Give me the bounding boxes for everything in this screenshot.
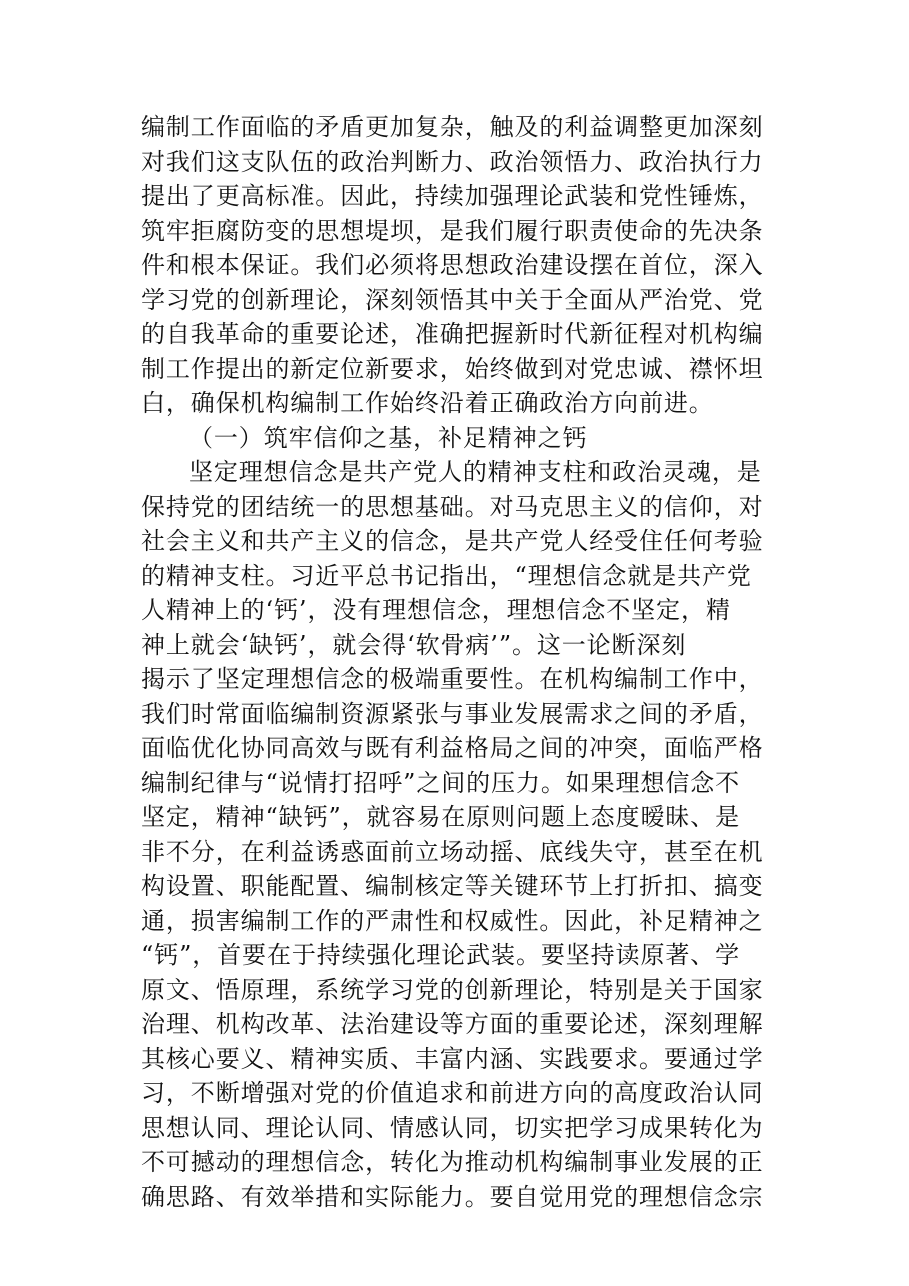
text-line: 我们时常面临编制资源紧张与事业发展需求之间的矛盾， bbox=[141, 699, 764, 728]
section-heading: （一）筑牢信仰之基，补足精神之钙 bbox=[189, 423, 588, 452]
text-line: 习，不断增强对党的价值追求和前进方向的高度政治认同 bbox=[141, 1079, 764, 1107]
text-line: 的精神支柱。习近平总书记指出，“理想信念就是共产党 bbox=[141, 561, 752, 590]
text-line: 保持党的团结统一的思想基础。对马克思主义的信仰，对 bbox=[141, 492, 764, 521]
text-line: 思想认同、理论认同、情感认同，切实把学习成果转化为 bbox=[141, 1113, 764, 1142]
text-line: 通，损害编制工作的严肃性和权威性。因此，补足精神之 bbox=[141, 906, 764, 935]
text-line: 提出了更高标准。因此，持续加强理论武装和党性锤炼， bbox=[141, 182, 764, 210]
text-line: 白，确保机构编制工作始终沿着正确政治方向前进。 bbox=[141, 389, 714, 417]
text-line: 揭示了坚定理想信念的极端重要性。在机构编制工作中， bbox=[141, 665, 764, 693]
text-line: 人精神上的‘钙’，没有理想信念，理想信念不坚定，精 bbox=[141, 596, 731, 624]
text-line: 编制工作面临的矛盾更加复杂，触及的利益调整更加深刻 bbox=[141, 113, 764, 141]
text-line: 社会主义和共产主义的信念，是共产党人经受住任何考验 bbox=[141, 527, 764, 555]
text-line: 神上就会‘缺钙’，就会得‘软骨病’”。这一论断深刻 bbox=[141, 630, 687, 659]
text-line: 坚定，精神“缺钙”，就容易在原则问题上态度暧昧、是 bbox=[141, 803, 741, 831]
text-line: 坚定理想信念是共产党人的精神支柱和政治灵魂，是 bbox=[189, 458, 762, 486]
text-line: 件和根本保证。我们必须将思想政治建设摆在首位，深入 bbox=[141, 251, 764, 279]
text-line: 的自我革命的重要论述，准确把握新时代新征程对机构编 bbox=[141, 320, 764, 348]
paragraph-2 bbox=[141, 455, 781, 1214]
paragraph-1 bbox=[141, 110, 781, 421]
text-line: 面临优化协同高效与既有利益格局之间的冲突，面临严格 bbox=[141, 734, 764, 762]
document-body bbox=[141, 110, 781, 1214]
text-line: 确思路、有效举措和实际能力。要自觉用党的理想信念宗 bbox=[141, 1182, 764, 1211]
text-line: 其核心要义、精神实质、丰富内涵、实践要求。要通过学 bbox=[141, 1044, 764, 1073]
text-line: 不可撼动的理想信念，转化为推动机构编制事业发展的正 bbox=[141, 1148, 764, 1176]
text-line: 原文、悟原理，系统学习党的创新理论，特别是关于国家 bbox=[141, 975, 764, 1004]
text-line: 对我们这支队伍的政治判断力、政治领悟力、政治执行力 bbox=[141, 147, 764, 176]
text-line: 学习党的创新理论，深刻领悟其中关于全面从严治党、党 bbox=[141, 285, 764, 314]
text-line: 筑牢拒腐防变的思想堤坝，是我们履行职责使命的先决条 bbox=[141, 216, 764, 245]
text-line: 治理、机构改革、法治建设等方面的重要论述，深刻理解 bbox=[141, 1010, 764, 1038]
text-line: 构设置、职能配置、编制核定等关键环节上打折扣、搞变 bbox=[141, 872, 764, 900]
text-line: “钙”，首要在于持续强化理论武装。要坚持读原著、学 bbox=[141, 941, 741, 969]
text-line: 制工作提出的新定位新要求，始终做到对党忠诚、襟怀坦 bbox=[141, 354, 764, 383]
text-line: 非不分，在利益诱惑面前立场动摇、底线失守，甚至在机 bbox=[141, 837, 764, 866]
text-line: 编制纪律与“说情打招呼”之间的压力。如果理想信念不 bbox=[141, 768, 741, 797]
